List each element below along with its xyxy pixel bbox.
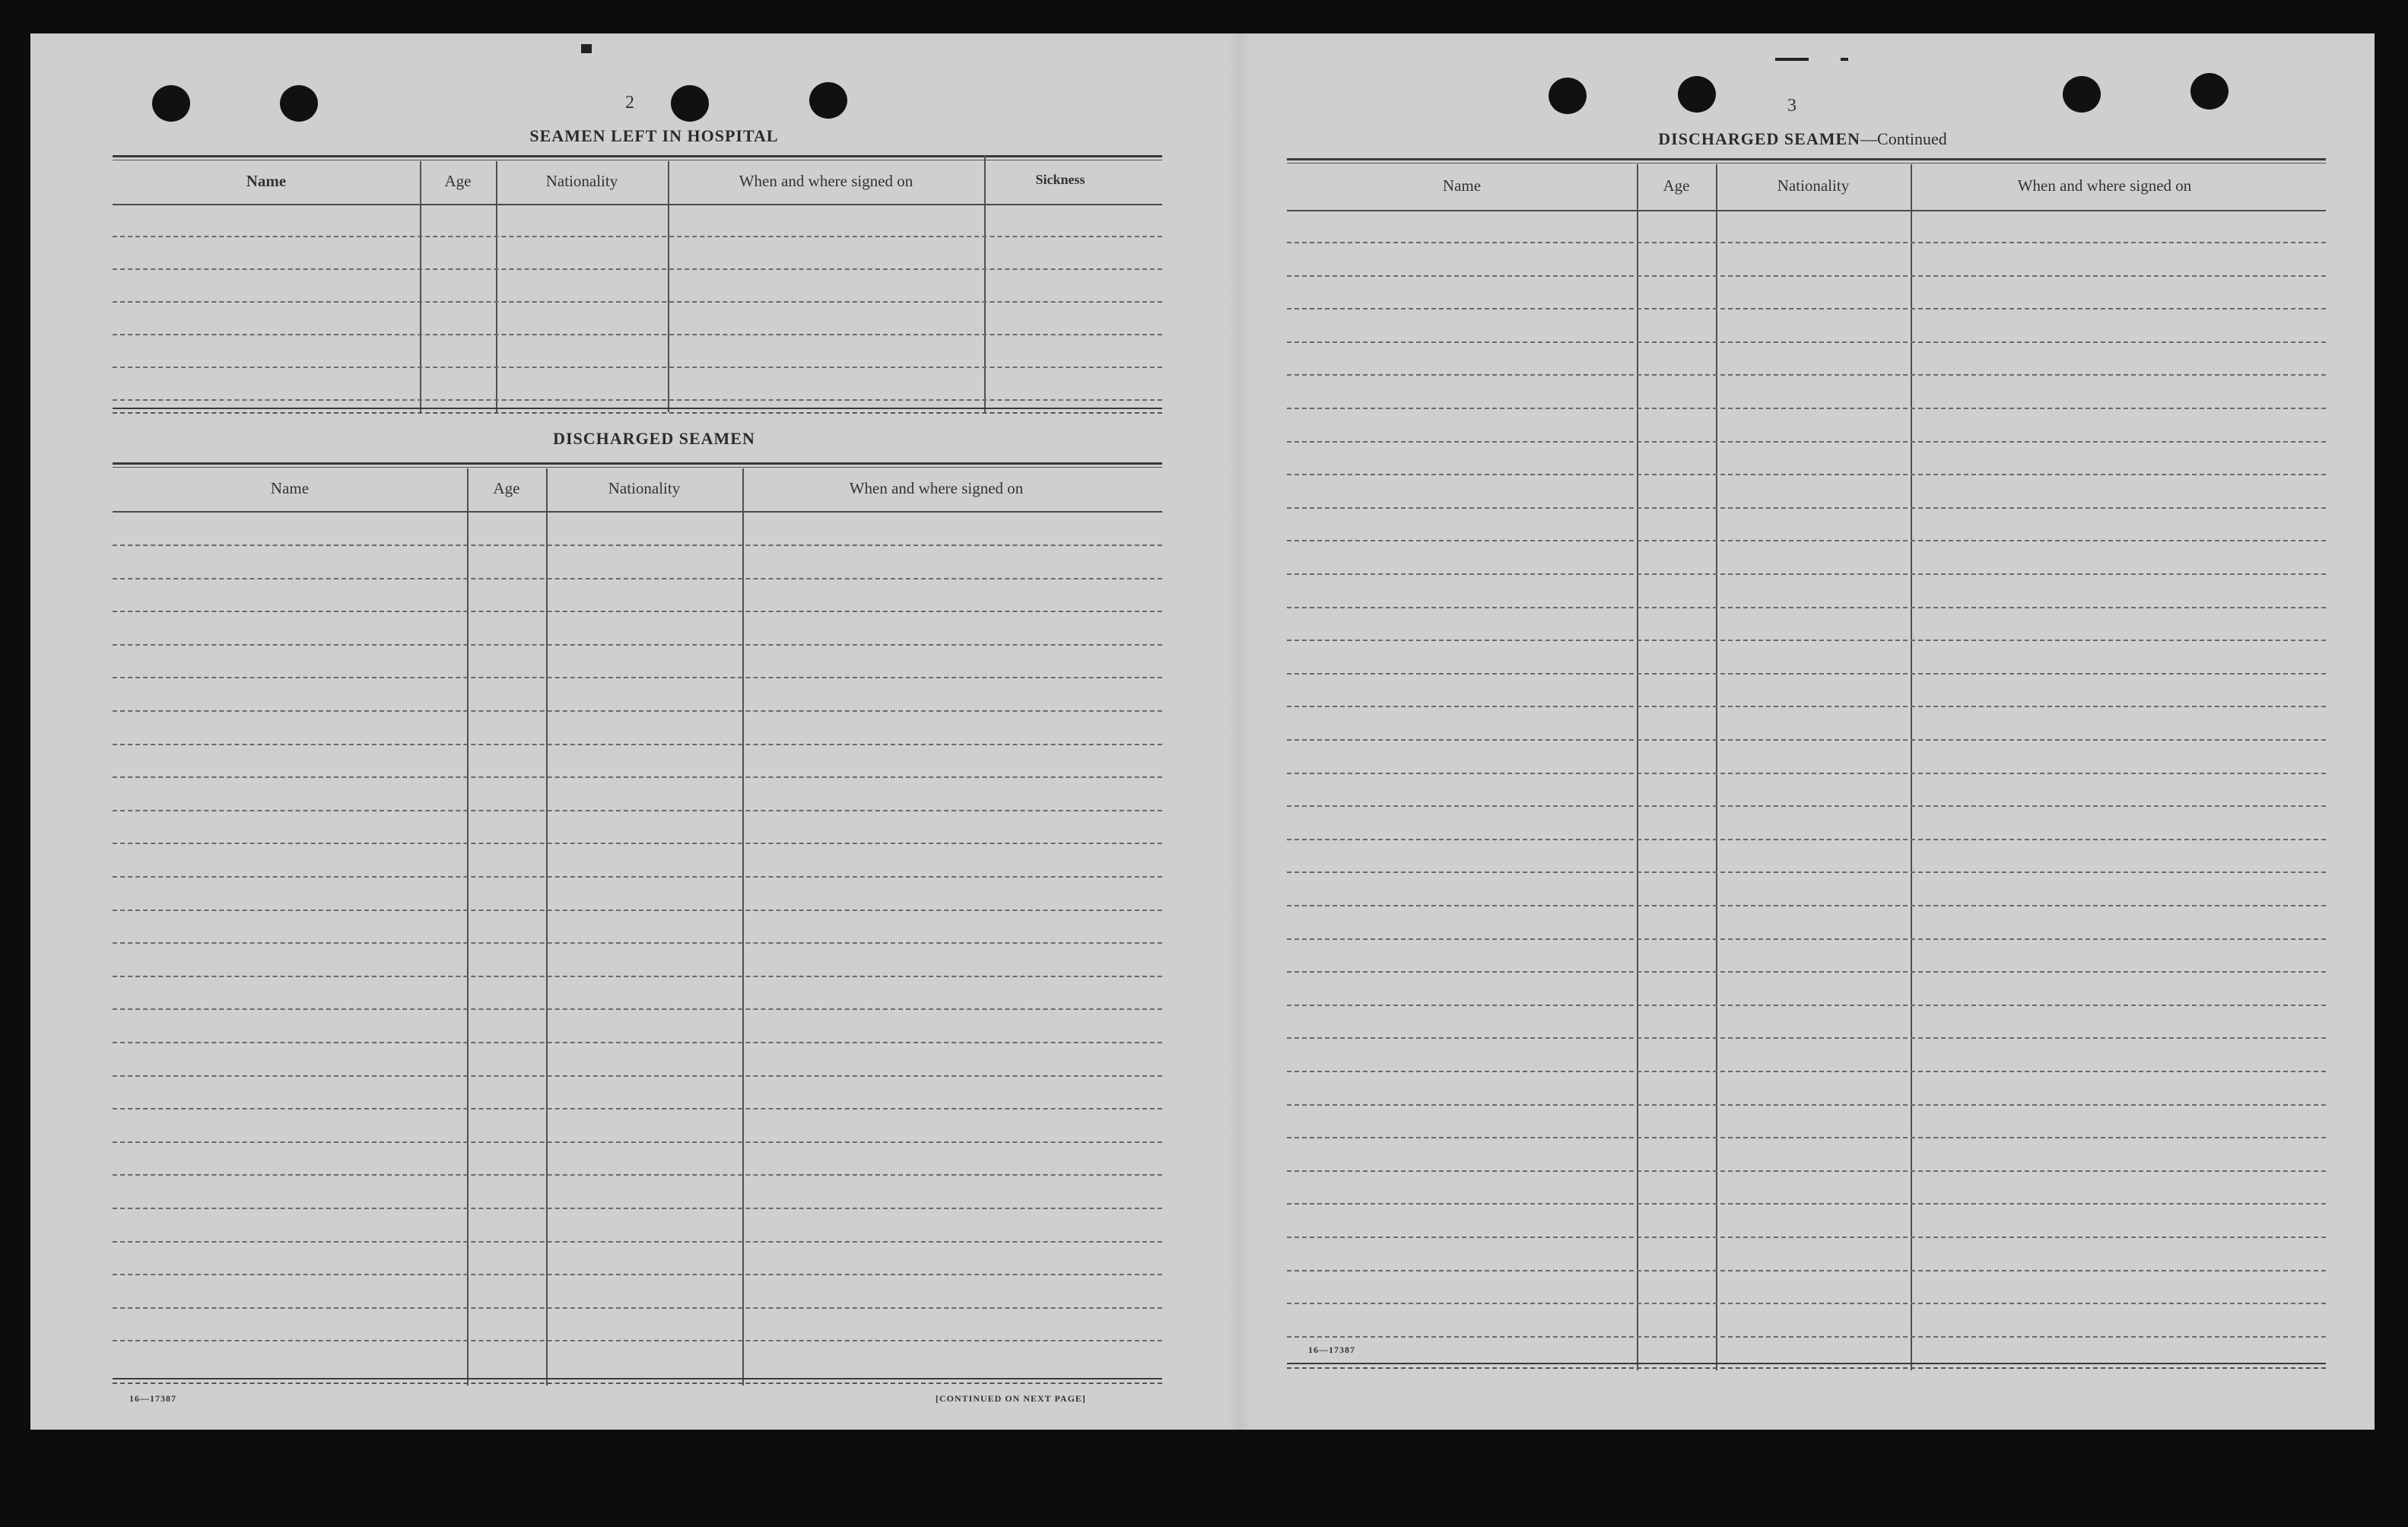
table-row-line [1287,408,2326,409]
table-row-line [113,334,1162,335]
table-row-line [113,399,1162,401]
table-row-line [1287,1336,2326,1338]
punch-hole [1678,76,1716,113]
table-row-line [1287,507,2326,509]
column-divider [1637,164,1638,1370]
col-header-signed-on: When and where signed on [2017,176,2192,195]
column-divider [1716,164,1717,1370]
table-row-line [1287,938,2326,940]
header-divider [1287,210,2326,211]
table-row-line [1287,1303,2326,1304]
table-row-line [1287,1170,2326,1172]
table-row-line [1287,540,2326,541]
table-row-line [1287,839,2326,840]
table-row-line [113,810,1162,811]
table-row-line [1287,640,2326,641]
table-row-line [1287,341,2326,343]
table-row-line [113,710,1162,712]
table-row-line [1287,1203,2326,1205]
table-row-line [113,942,1162,944]
table-bottom-rule [113,1383,1162,1384]
column-divider [496,161,497,412]
table-row-line [113,910,1162,911]
table-row-line [1287,242,2326,243]
table-row-line [113,611,1162,612]
col-header-age: Age [1663,176,1690,195]
table-bottom-rule [113,408,1162,409]
table-top-rule [113,467,1162,468]
table-row-line [1287,275,2326,277]
table-row-line [1287,773,2326,774]
table-row-line [1287,1037,2326,1039]
table-row-line [1287,805,2326,807]
table-row-line [113,1174,1162,1176]
col-header-age: Age [493,479,520,497]
title-suffix: —Continued [1860,129,1947,148]
punch-hole [2190,73,2229,110]
table-row-line [1287,308,2326,310]
page-number-right: 3 [1787,96,1796,116]
table-row-line [1287,474,2326,475]
column-divider [742,468,744,1386]
table-row-line [1287,573,2326,575]
table-row-line [113,644,1162,646]
table-row-line [113,1042,1162,1043]
table-row-line [1287,374,2326,376]
col-header-nationality: Nationality [608,479,681,497]
discharged-section-title: DISCHARGED SEAMEN [553,429,755,448]
table-row-line [1287,1137,2326,1138]
table-row-line [113,776,1162,778]
header-divider [113,204,1162,205]
col-header-name: Name [270,479,310,497]
ink-mark [581,44,592,53]
col-header-nationality: Nationality [545,172,618,190]
discharged-table [113,462,1162,1386]
column-divider [467,468,469,1386]
ink-mark [1775,58,1809,61]
table-row-line [113,544,1162,546]
table-row-line [113,1075,1162,1077]
table-row-line [1287,441,2326,443]
document-sheet [30,33,2375,1430]
page-fold [1228,33,1251,1430]
table-row-line [113,1307,1162,1309]
col-header-nationality: Nationality [1777,176,1850,195]
header-divider [113,511,1162,513]
column-divider [1911,164,1912,1370]
table-row-line [113,367,1162,368]
table-row-line [1287,905,2326,906]
table-top-rule [113,462,1162,465]
column-divider [420,161,421,412]
table-row-line [113,301,1162,303]
column-divider [984,155,986,412]
table-row-line [113,1274,1162,1275]
continued-note: [CONTINUED ON NEXT PAGE] [936,1393,1086,1404]
table-row-line [1287,1104,2326,1106]
punch-hole [2063,76,2101,113]
table-row-line [1287,971,2326,973]
table-bottom-rule [113,412,1162,414]
title-main: DISCHARGED SEAMEN [1658,129,1861,148]
table-row-line [113,1141,1162,1143]
punch-hole [280,85,318,122]
table-row-line [1287,1270,2326,1271]
col-header-signed-on: When and where signed on [849,479,1024,497]
table-bottom-rule [1287,1363,2326,1364]
table-row-line [1287,1005,2326,1006]
table-row-line [1287,871,2326,873]
punch-hole [671,85,709,122]
table-row-line [113,1008,1162,1010]
table-row-line [113,1208,1162,1209]
table-row-line [113,976,1162,977]
table-row-line [113,744,1162,745]
table-top-rule [1287,158,2326,160]
col-header-sickness: Sickness [1035,172,1085,187]
table-row-line [113,268,1162,270]
table-row-line [113,1340,1162,1341]
col-header-age: Age [444,172,472,190]
column-divider [546,468,548,1386]
col-header-name: Name [1442,176,1482,195]
punch-hole [1549,78,1587,114]
table-row-line [1287,739,2326,741]
table-row-line [1287,1071,2326,1072]
discharged-continued-title [1521,129,2084,149]
punch-hole [809,82,847,119]
form-number-left: 16—17387 [129,1393,176,1404]
column-divider [668,161,669,412]
ink-mark [1841,58,1848,61]
table-row-line [113,236,1162,237]
page-number-left: 2 [625,93,634,113]
form-number-right: 16—17387 [1308,1344,1355,1355]
hospital-table [113,155,1162,414]
table-top-rule [113,155,1162,157]
table-row-line [113,1241,1162,1243]
table-row-line [1287,1237,2326,1238]
table-row-line [113,677,1162,678]
discharged-continued-table [1287,158,2326,1370]
table-row-line [113,876,1162,878]
table-row-line [113,843,1162,844]
col-header-name: Name [246,172,287,190]
table-row-line [113,1108,1162,1110]
punch-hole [152,85,190,122]
table-bottom-rule [113,1378,1162,1379]
table-row-line [1287,706,2326,707]
hospital-section-title: SEAMEN LEFT IN HOSPITAL [529,126,779,145]
table-row-line [113,578,1162,579]
table-row-line [1287,673,2326,675]
table-row-line [1287,607,2326,608]
table-bottom-rule [1287,1367,2326,1369]
col-header-signed-on: When and where signed on [739,172,913,190]
